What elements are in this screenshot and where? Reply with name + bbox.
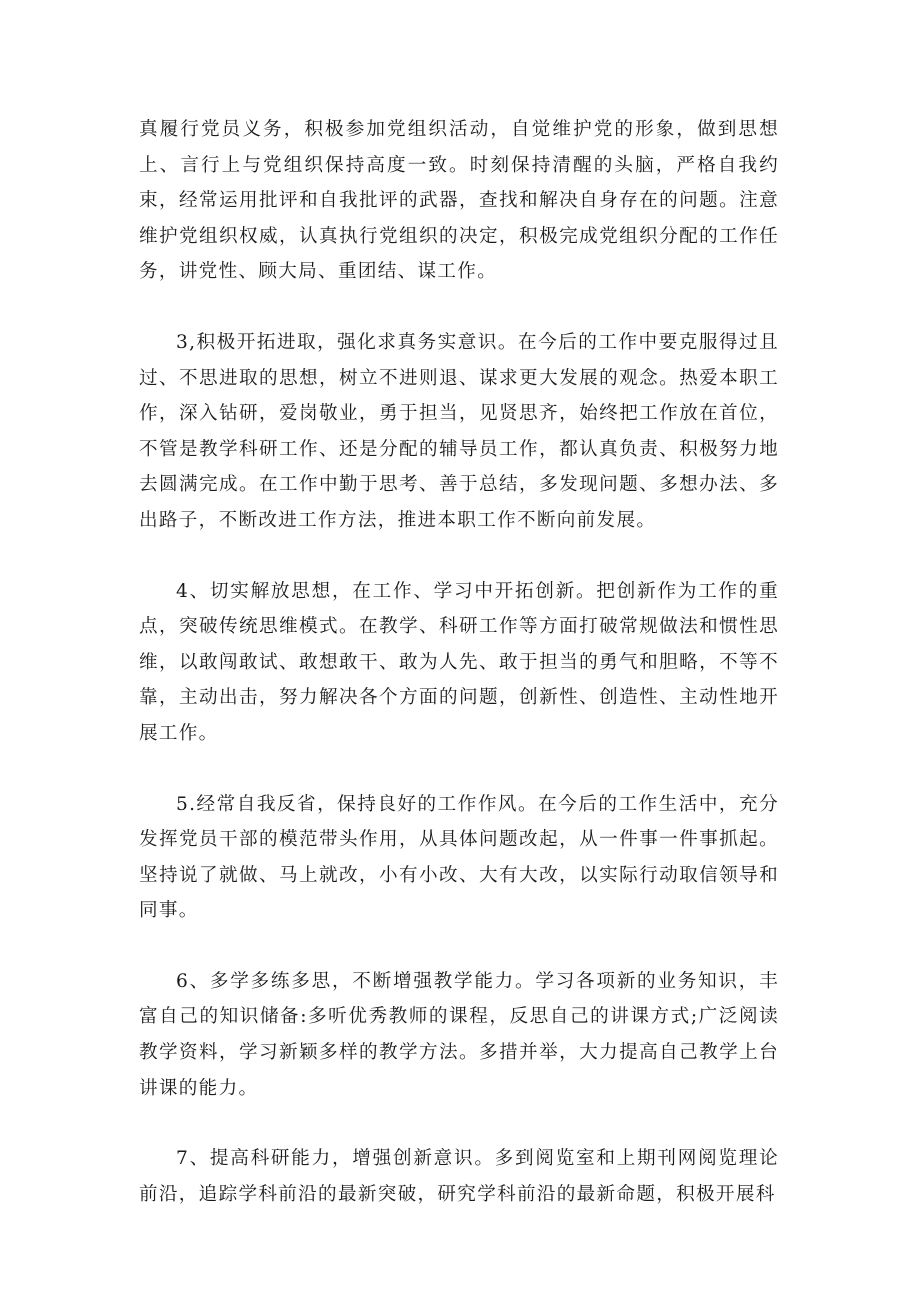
paragraph-item-7: 7、提高科研能力，增强创新意识。多到阅览室和上期刊网阅览理论前沿，追踪学科前沿的最新突破，研究学科前沿的最新命题，积极开展科 xyxy=(139,1148,779,1205)
paragraph-item-5: 5.经常自我反省，保持良好的工作作风。在今后的工作生活中，充分发挥党员干部的模范带头作用，从具体问题改起，从一件事一件事抓起。坚持说了就做、马上就改，小有小改、大有大改，以实际行动取信领导和同事。 xyxy=(139,793,779,922)
paragraph-item-6: 6、多学多练多思，不断增强教学能力。学习各项新的业务知识，丰富自己的知识储备:多听优秀教师的课程，反思自己的讲课方式;广泛阅读教学资料，学习新颖多样的教学方法。多措并举，大力提高自己教学上台讲课的能力。 xyxy=(139,970,779,1099)
paragraph-spacer xyxy=(139,539,779,574)
paragraph-spacer xyxy=(139,1106,779,1141)
paragraph-item-3: 3,积极开拓进取，强化求真务实意识。在今后的工作中要克服得过且过、不思进取的思想，树立不进则退、谋求更大发展的观念。热爱本职工作，深入钻研，爱岗敬业，勇于担当，见贤思齐，始终把工作放在首位，不管是教学科研工作、还是分配的辅导员工作，都认真负责、积极努力地去圆满完成。在工作中勤于思考、善于总结，多发现问题、多想办法、多出路子，不断改进工作方法，推进本职工作不断向前发展。 xyxy=(139,331,779,531)
paragraph-item-4: 4、切实解放思想，在工作、学习中开拓创新。把创新作为工作的重点，突破传统思维模式。在教学、科研工作等方面打破常规做法和惯性思维，以敢闯敢试、敢想敢干、敢为人先、敢于担当的勇气和胆略，不等不靠，主动出击，努力解决各个方面的问题，创新性、创造性、主动性地开展工作。 xyxy=(139,580,779,744)
document-body xyxy=(139,112,779,1212)
paragraph-spacer xyxy=(139,752,779,787)
paragraph-party-duties: 真履行党员义务，积极参加党组织活动，自觉维护党的形象，做到思想上、言行上与党组织保持高度一致。时刻保持清醒的头脑，严格自我约束，经常运用批评和自我批评的武器，查找和解决自身存在的问题。注意维护党组织权威，认真执行党组织的决定，积极完成党组织分配的工作任务，讲党性、顾大局、重团结、谋工作。 xyxy=(139,119,779,283)
paragraph-spacer xyxy=(139,290,779,325)
paragraph-spacer xyxy=(139,929,779,964)
